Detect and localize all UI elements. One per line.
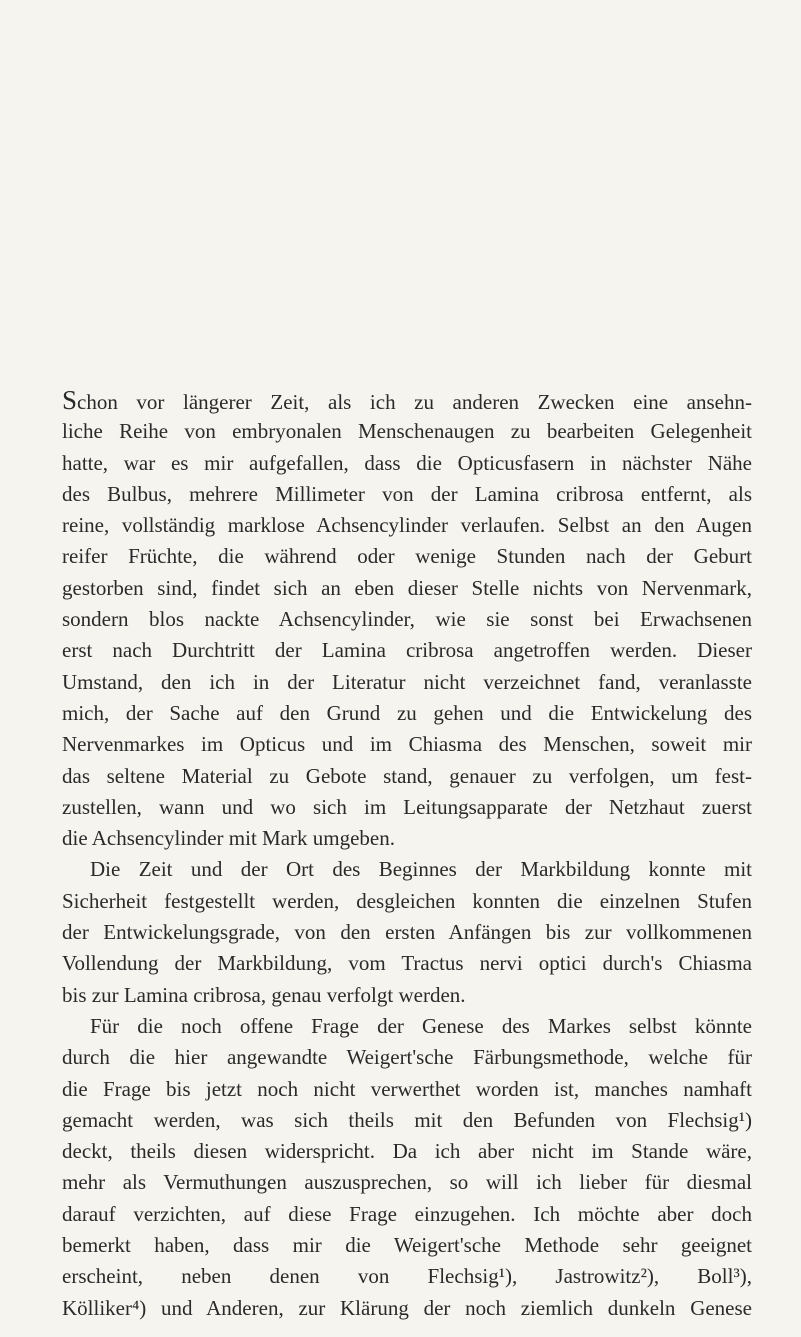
text-line: die Frage bis jetzt noch nicht verwerthet worden ist, manches namhaft [62, 1076, 752, 1101]
text-line: Für die noch offene Frage der Genese des Markes selbst könnte [90, 1013, 752, 1038]
text-line: hatte, war es mir aufgefallen, dass die Opticusfasern in nächster Nähe [62, 450, 752, 475]
text-line: Die Zeit und der Ort des Beginnes der Markbildung konnte mit [90, 857, 752, 882]
text-line-rest: chon vor längerer Zeit, als ich zu anderen Zwecken eine ansehn- [77, 390, 752, 414]
text-line: reifer Früchte, die während oder wenige Stunden nach der Geburt [62, 544, 752, 569]
text-line: sondern blos nackte Achsencylinder, wie sie sonst bei Erwachsenen [62, 607, 752, 632]
text-line: bis zur Lamina cribrosa, genau verfolgt werden. [62, 982, 466, 1007]
text-line: die Achsencylinder mit Mark umgeben. [62, 826, 395, 851]
text-line: deckt, theils diesen widerspricht. Da ich aber nicht im Stande wäre, [62, 1139, 752, 1164]
text-line: zustellen, wann und wo sich im Leitungsapparate der Netzhaut zuerst [62, 794, 752, 819]
text-line: Kölliker⁴) und Anderen, zur Klärung der noch ziemlich dunkeln Genese [62, 1295, 752, 1320]
text-line: des Bulbus, mehrere Millimeter von der Lamina cribrosa entfernt, als [62, 481, 752, 506]
text-line: Umstand, den ich in der Literatur nicht verzeichnet fand, veranlasste [62, 669, 752, 694]
drop-cap: S [62, 385, 78, 415]
text-line: das seltene Material zu Gebote stand, genauer zu verfolgen, um fest- [62, 763, 752, 788]
text-line: gestorben sind, findet sich an eben dieser Stelle nichts von Nervenmark, [62, 575, 752, 600]
text-line: Sicherheit festgestellt werden, desgleichen konnten die einzelnen Stufen [62, 888, 752, 913]
text-line: bemerkt haben, dass mir die Weigert'sche Methode sehr geeignet [62, 1233, 752, 1258]
text-line: durch die hier angewandte Weigert'sche Färbungsmethode, welche für [62, 1045, 752, 1070]
text-line: reine, vollständig marklose Achsencylinder verlaufen. Selbst an den Augen [62, 513, 752, 538]
document-page [62, 385, 752, 1324]
text-line: Vollendung der Markbildung, vom Tractus nervi optici durch's Chiasma [62, 951, 752, 976]
text-line: gemacht werden, was sich theils mit den Befunden von Flechsig¹) [62, 1107, 752, 1132]
text-line: erst nach Durchtritt der Lamina cribrosa angetroffen werden. Dieser [62, 638, 752, 663]
text-line [62, 385, 752, 416]
text-line: mehr als Vermuthungen auszusprechen, so will ich lieber für diesmal [62, 1170, 752, 1195]
text-line: darauf verzichten, auf diese Frage einzugehen. Ich möchte aber doch [62, 1201, 752, 1226]
text-line: liche Reihe von embryonalen Menschenaugen zu bearbeiten Gelegenheit [62, 419, 752, 444]
text-line: der Entwickelungsgrade, von den ersten Anfängen bis zur vollkommenen [62, 920, 752, 945]
text-line: Nervenmarkes im Opticus und im Chiasma des Menschen, soweit mir [62, 732, 752, 757]
paragraph-2 [62, 854, 752, 1010]
text-line: erscheint, neben denen von Flechsig¹), Jastrowitz²), Boll³), [62, 1264, 752, 1289]
paragraph-3 [62, 1011, 752, 1324]
text-line: mich, der Sache auf den Grund zu gehen und die Entwickelung des [62, 700, 752, 725]
paragraph-1 [62, 385, 752, 854]
